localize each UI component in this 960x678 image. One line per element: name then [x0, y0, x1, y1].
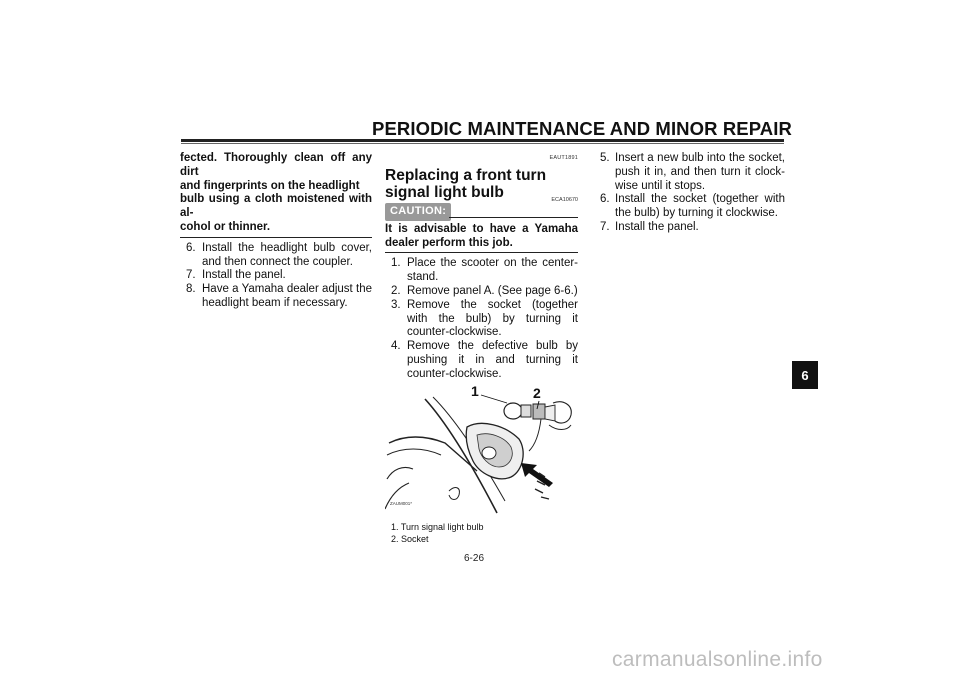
step-item — [385, 299, 578, 340]
header-rule — [181, 139, 784, 142]
caption-item: 2. Socket — [391, 533, 429, 544]
step-item — [600, 221, 785, 235]
step-item — [385, 340, 578, 381]
caution-label: CAUTION: — [385, 203, 451, 221]
turn-signal-figure — [385, 382, 575, 515]
step-item — [180, 283, 372, 311]
figure-captions — [385, 521, 578, 545]
caption-item: 1. Turn signal light bulb — [391, 521, 484, 532]
section-heading: Replacing a front turn signal light bulb — [385, 166, 547, 201]
watermark: carmanualsonline.info — [612, 648, 823, 671]
step-text: Remove the socket (together with the bulb) by turning it counter-clockwise. — [407, 298, 578, 339]
warning-line: and fingerprints on the headlight — [180, 179, 360, 192]
step-text: Remove the defective bulb by pushing it in and turning it counter-clockwise. — [407, 340, 578, 380]
continued-warning-text — [180, 152, 372, 238]
callout-number-2: 2 — [533, 384, 541, 401]
step-item — [600, 152, 785, 193]
section-code: EAUT1891 — [549, 155, 578, 161]
step-text: Place the scooter on the center-stand. — [407, 257, 578, 284]
step-text: Have a Yamaha dealer adjust the headlight beam if necessary. — [202, 283, 372, 309]
column-right — [600, 152, 785, 235]
step-number: 3. — [391, 298, 401, 311]
step-number: 7. — [600, 220, 610, 233]
step-text: Install the socket (together with the bulb) by turning it clockwise. — [615, 193, 785, 220]
caution-rule — [449, 217, 578, 219]
caution-header — [385, 196, 578, 221]
step-number: 1. — [391, 257, 401, 270]
callout-number-1: 1 — [471, 382, 479, 399]
step-text: Install the headlight bulb cover, and then connect the coupler. — [202, 241, 372, 268]
step-text: Install the panel. — [615, 220, 699, 233]
step-text: Install the panel. — [202, 269, 286, 282]
step-text: Insert a new bulb into the socket, push it in, and then turn it clock-wise until it stops. — [615, 152, 785, 192]
page-header-title: PERIODIC MAINTENANCE AND MINOR REPAIR — [372, 118, 792, 139]
warning-line: fected. Thoroughly clean off any dirt — [180, 152, 372, 178]
step-number: 7. — [186, 269, 196, 282]
page-number: 6-26 — [464, 553, 485, 564]
step-number: 4. — [391, 340, 401, 353]
column-left — [180, 152, 372, 311]
step-number: 6. — [186, 241, 196, 254]
step-list-turn-signal — [385, 257, 578, 381]
chapter-tab: 6 — [792, 361, 818, 389]
caution-text: It is advisable to have a Yamaha dealer perform this job. — [385, 223, 578, 254]
column-middle — [385, 152, 578, 545]
warning-line: cohol or thinner. — [180, 220, 271, 233]
step-item — [600, 193, 785, 221]
warning-line: bulb using a cloth moistened with al- — [180, 193, 372, 220]
figure-code: ZAUM001* — [390, 500, 413, 506]
step-list-headlight — [180, 242, 372, 311]
step-number: 5. — [600, 152, 610, 164]
step-number: 6. — [600, 193, 610, 206]
step-item — [180, 242, 372, 270]
header-rule-thin — [181, 143, 784, 144]
turn-signal-illustration — [385, 391, 575, 515]
step-item — [385, 257, 578, 285]
step-number: 2. — [391, 284, 401, 297]
caution-code: ECA10670 — [551, 196, 578, 203]
step-item — [385, 285, 578, 299]
step-text: Remove panel A. (See page 6-6.) — [407, 284, 578, 297]
step-item — [180, 269, 372, 283]
step-number: 8. — [186, 283, 196, 296]
step-list-install — [600, 152, 785, 235]
